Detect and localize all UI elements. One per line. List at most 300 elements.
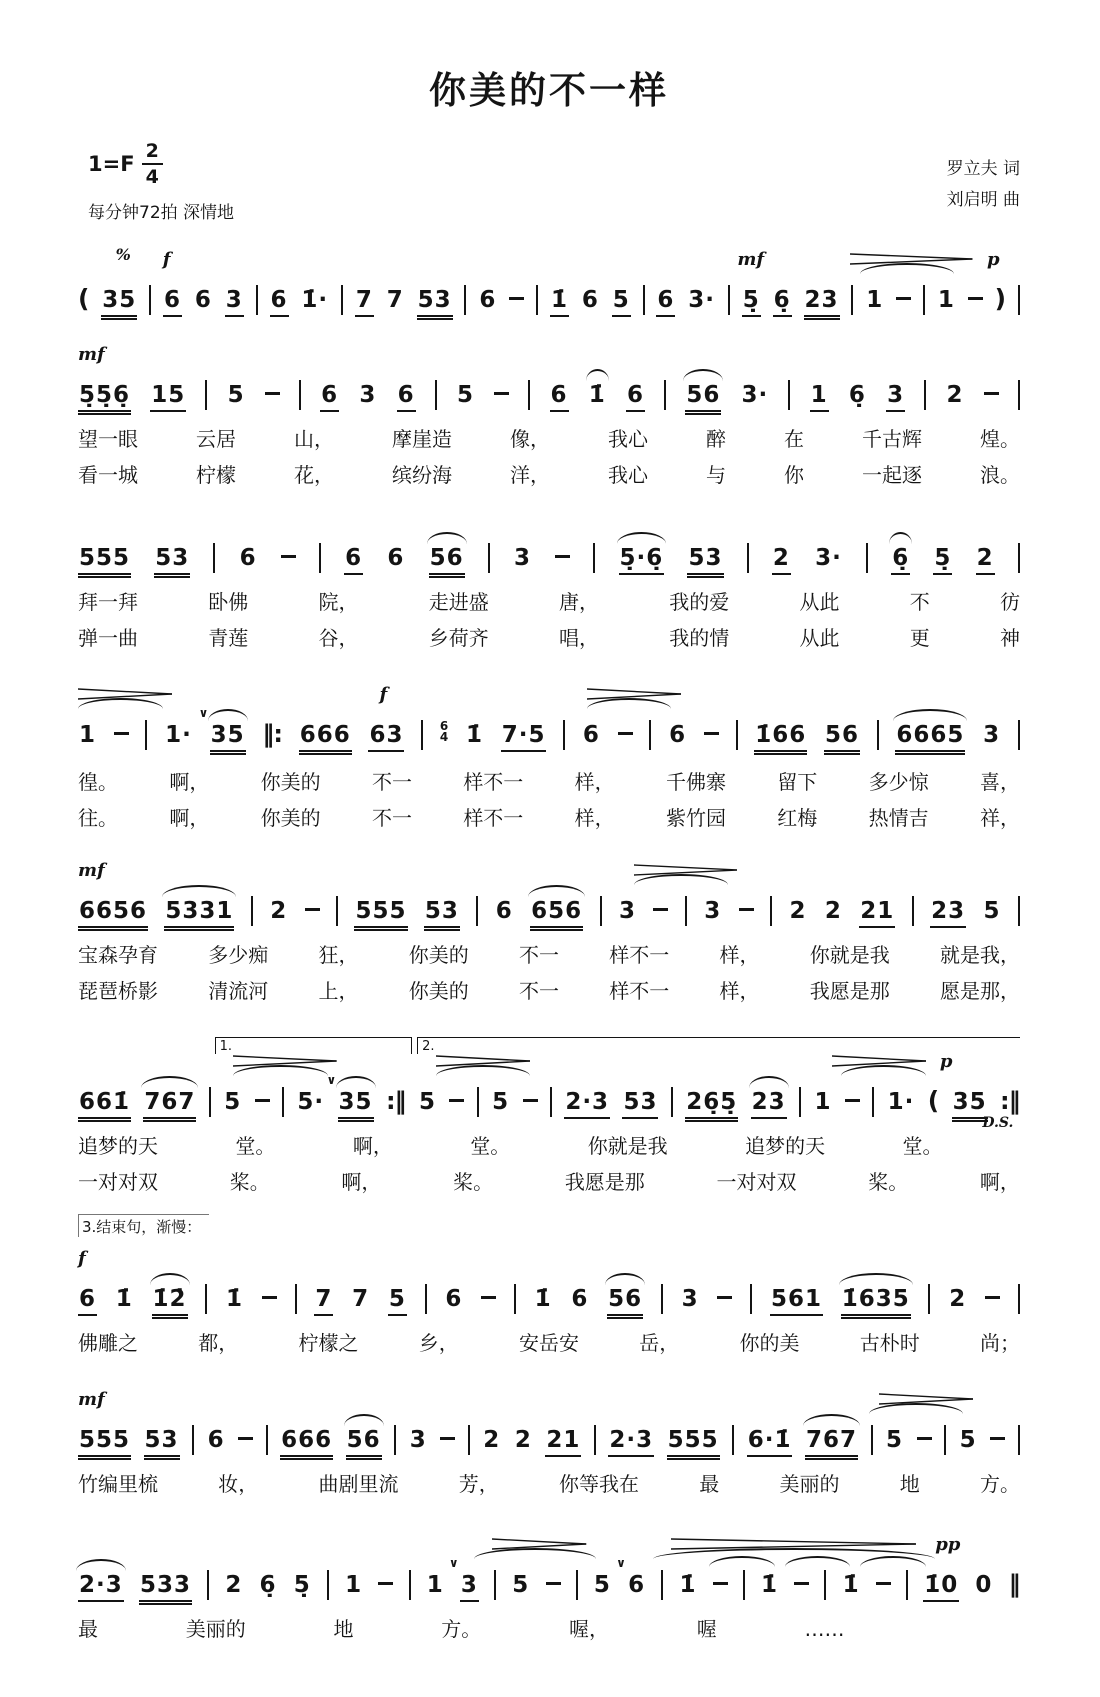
note-token: 2 (270, 898, 288, 924)
lyric-syllable: 拜一拜 (78, 590, 138, 614)
note-token: 6 (479, 287, 497, 313)
duration-dash (262, 1296, 277, 1299)
note-token: 6 (495, 898, 513, 924)
note-token: 56 (346, 1427, 382, 1457)
lyric-syllable: 我的情 (669, 626, 730, 650)
lyric-syllable: 桨。 (868, 1170, 909, 1194)
note-token: 5 (492, 1089, 510, 1115)
lyric-syllable: 狂， (318, 943, 359, 967)
note-token: 53 (417, 287, 453, 317)
music-system (78, 1371, 1020, 1497)
barline (906, 1570, 908, 1600)
lyric-syllable: 往。 (78, 806, 118, 830)
note-token: 2·3 (608, 1427, 654, 1457)
note-token: 6665 (895, 722, 965, 752)
barline (728, 285, 730, 315)
note-token: 2 (225, 1572, 243, 1598)
barline (494, 1570, 496, 1600)
lyric-syllable: 琵琶桥影 (78, 979, 158, 1003)
note-token: 7·5 (501, 722, 547, 752)
note-token: 3 (359, 382, 377, 408)
lyric-syllable: 样， (719, 979, 760, 1003)
barline (923, 285, 925, 315)
note-token: 3 (618, 898, 636, 924)
lyric-syllable: 你美的 (408, 943, 469, 967)
barline (213, 543, 215, 573)
note-token: 35 ∨ (338, 1089, 374, 1119)
note-token: 53 (154, 545, 190, 575)
note-token: 6656 (78, 898, 148, 928)
lyric-syllable: 柠檬 (196, 463, 236, 487)
barline (685, 896, 687, 926)
note-token: 6·1̇ (747, 1427, 793, 1457)
duration-dash (985, 1296, 1000, 1299)
note-token: 6 (320, 382, 339, 412)
notes-row (78, 888, 1020, 928)
lyric-syllable: 不一 (519, 943, 559, 967)
note-token: 56 (607, 1286, 643, 1316)
meter-denominator: 4 (145, 166, 159, 188)
lyric-syllable: 摩崖造 (392, 427, 452, 451)
note-token: 767 (143, 1089, 196, 1119)
duration-dash (449, 1099, 464, 1102)
lyric-syllable: 望一眼 (78, 427, 138, 451)
lyric-syllable: 像， (510, 427, 550, 451)
lyric-syllable: 宝森孕育 (78, 943, 158, 967)
barline (563, 720, 565, 750)
lyric-syllable: 堂。 (470, 1134, 511, 1158)
note-token: 1· (165, 722, 192, 748)
barline (944, 1425, 946, 1455)
note-token: 3· (741, 382, 769, 408)
music-system (78, 1019, 1020, 1195)
note-token: 2 (514, 1427, 532, 1453)
note-token: 2 (483, 1427, 501, 1453)
lyric-syllable: 古朴时 (859, 1331, 920, 1355)
duration-dash (984, 392, 999, 395)
barline (425, 1284, 427, 1314)
note-token: 1 (426, 1572, 444, 1598)
lyric-syllable: 院， (318, 590, 359, 614)
lyric-syllable: 堂。 (235, 1134, 276, 1158)
dynamic-p: p (939, 1051, 953, 1072)
barline (594, 1425, 596, 1455)
lyric-syllable: 啊， (169, 806, 210, 830)
breath-mark-icon: ∨ (448, 1556, 460, 1570)
barline (871, 1425, 873, 1455)
note-token: 6 (581, 287, 599, 313)
barline (747, 543, 749, 573)
score-meta (88, 140, 1020, 223)
note-token: 6 (445, 1286, 463, 1312)
duration-dash (896, 297, 911, 300)
lyric-syllable: 方。 (980, 1472, 1020, 1496)
barline (924, 380, 926, 410)
note-token: 6 (397, 382, 416, 412)
time-signature-change (440, 721, 448, 743)
duration-dash (481, 1296, 496, 1299)
duration-dash (255, 1099, 270, 1102)
note-token: 3· (688, 287, 716, 313)
duration-dash (238, 1437, 253, 1440)
lyric-syllable: 你就是我 (809, 943, 890, 967)
note-token: 5· (297, 1089, 325, 1115)
dynamic-f: f (162, 249, 171, 270)
note-token: 23 (804, 287, 840, 317)
lyric-syllable: 你美的 (408, 979, 469, 1003)
note-token: 1̇ (226, 1286, 244, 1312)
note-token: 6 (163, 287, 182, 317)
barline (1018, 1284, 1020, 1314)
note-token: 5̣·6̣ (619, 545, 665, 575)
barline (1018, 380, 1020, 410)
segno-icon: % (115, 245, 131, 264)
score-page (78, 60, 1020, 1642)
lyric-syllable: 多少痴 (208, 943, 269, 967)
note-token: 5 (983, 898, 1001, 924)
barline (593, 543, 595, 573)
lyric-syllable: 紫竹园 (665, 806, 726, 830)
notes-row (78, 706, 1020, 755)
note-token: 1̇ (534, 1286, 552, 1312)
note-token: 666 (299, 722, 352, 752)
lyrics-row (78, 1468, 1020, 1497)
note-token: 6 (387, 545, 405, 571)
lyric-syllable: 桨。 (229, 1170, 270, 1194)
lyric-syllable: 红梅 (777, 806, 818, 830)
note-token: 555 (667, 1427, 720, 1457)
note-token: 5 (456, 382, 474, 408)
lyric-syllable: 更 (909, 626, 930, 650)
music-system (78, 1512, 1020, 1642)
lyric-syllable: 我愿是那 (809, 979, 890, 1003)
barline (514, 1284, 516, 1314)
lyric-syllable: 卧佛 (208, 590, 249, 614)
note-token: 7 (355, 287, 374, 317)
lyric-syllable: 乡， (418, 1331, 459, 1355)
note-token: 53 (144, 1427, 180, 1457)
lyric-syllable: 喔 (696, 1617, 717, 1641)
lyric-syllable: 喔， (569, 1617, 609, 1641)
barline (1018, 1425, 1020, 1455)
lyrics-row (78, 622, 1020, 651)
lyrics-row (78, 586, 1020, 615)
notes-row (78, 372, 1020, 412)
lyric-syllable: 缤纷海 (392, 463, 452, 487)
score-body (78, 233, 1020, 1642)
barline (877, 720, 879, 750)
barline (341, 285, 343, 315)
note-token: 3 (513, 545, 531, 571)
barline (476, 896, 478, 926)
parenthesis: ( (927, 1086, 940, 1115)
note-token: 6 (270, 287, 289, 317)
note-token: 5̣5̣6̣ (78, 382, 131, 412)
lyric-syllable: 妆， (218, 1472, 259, 1496)
page-title: 你美的不一样 (429, 69, 669, 112)
note-token: 5 (593, 1572, 611, 1598)
lyric-syllable: 我心 (608, 463, 648, 487)
lyric-syllable: 啊， (169, 770, 210, 794)
lyric-syllable: 不一 (519, 979, 559, 1003)
volta-bracket (215, 1037, 413, 1054)
note-token: 5 (512, 1572, 530, 1598)
note-token: 5331 (164, 898, 234, 928)
lyrics-row (78, 939, 1020, 968)
lyric-syllable: 美丽的 (185, 1617, 246, 1641)
duration-dash (281, 555, 296, 558)
notes-row (78, 1417, 1020, 1457)
lyric-syllable: 煌。 (980, 427, 1020, 451)
barline (319, 543, 321, 573)
barline (192, 1425, 194, 1455)
barline (550, 1087, 552, 1117)
lyric-syllable: 我心 (608, 427, 648, 451)
barline (394, 1425, 396, 1455)
lyric-syllable: 看一城 (78, 463, 138, 487)
duration-dash (265, 392, 280, 395)
barline (536, 285, 538, 315)
lyric-syllable: 就是我， (940, 943, 1020, 967)
note-token: 7 (352, 1286, 370, 1312)
music-system (78, 233, 1020, 317)
lyric-syllable: 样不一 (463, 806, 524, 830)
lyrics-row (78, 423, 1020, 452)
lyric-syllable: 地 (899, 1472, 920, 1496)
volta-bracket (417, 1037, 1020, 1054)
lyric-syllable: 洋， (510, 463, 550, 487)
barline (209, 1087, 211, 1117)
barline (1018, 543, 1020, 573)
barline (576, 1570, 578, 1600)
note-token: 5 (959, 1427, 977, 1453)
note-token: 1 (810, 382, 829, 412)
note-token: 63 (368, 722, 404, 752)
duration-dash (618, 732, 633, 735)
note-token: 3 (409, 1427, 427, 1453)
lyric-syllable: 浪。 (980, 463, 1020, 487)
lyric-syllable: 方。 (441, 1617, 482, 1641)
lyric-syllable: 祥， (979, 806, 1020, 830)
tsig-denominator: 4 (439, 730, 449, 744)
barline (251, 896, 253, 926)
note-token: 666 (280, 1427, 333, 1457)
key-signature (88, 140, 234, 188)
music-system (78, 846, 1020, 1004)
lyric-syllable: 与 (706, 463, 726, 487)
lyric-syllable: 佛雕之 (78, 1331, 138, 1355)
notes-row (78, 277, 1020, 317)
lyric-syllable: 最 (78, 1617, 98, 1641)
lyric-syllable: 你美的 (260, 806, 321, 830)
barline (477, 1087, 479, 1117)
music-system (78, 1210, 1020, 1356)
breath-mark-icon: ∨ (616, 1556, 627, 1570)
barline (643, 285, 645, 315)
note-token: 23 (751, 1089, 787, 1119)
note-token: 2 (949, 1286, 967, 1312)
note-token: 3 (983, 722, 1001, 748)
lyrics-row (78, 802, 1020, 831)
lyric-syllable: 不 (909, 590, 930, 614)
note-token: 6 (194, 287, 212, 313)
barline (912, 896, 914, 926)
note-token: 1̇ (465, 722, 483, 748)
dynamic-pp: pp (935, 1534, 961, 1555)
music-system (78, 666, 1020, 831)
section-label: 3.结束句，渐慢： (78, 1214, 209, 1237)
duration-dash (717, 1296, 732, 1299)
barline (788, 380, 790, 410)
duration-dash (653, 908, 668, 911)
lyric-syllable: 喜， (979, 770, 1020, 794)
duration-dash (704, 732, 719, 735)
barline (1018, 720, 1020, 750)
barline (468, 1425, 470, 1455)
lyric-syllable: 追梦的天 (745, 1134, 826, 1158)
barline (266, 1425, 268, 1455)
note-token: 6 (571, 1286, 589, 1312)
note-token: 1 (814, 1089, 832, 1115)
meta-left (88, 140, 234, 223)
barline (1018, 896, 1020, 926)
barline (336, 896, 338, 926)
dynamic-mf: mf (78, 860, 105, 881)
note-token: 7 (386, 287, 404, 313)
note-token: 1 (345, 1572, 363, 1598)
note-token: 3 ∨ (460, 1572, 479, 1602)
lyric-syllable: 都， (198, 1331, 239, 1355)
lyric-syllable: 安岳安 (519, 1331, 579, 1355)
duration-dash (845, 1099, 860, 1102)
note-token: 2 (976, 545, 995, 575)
note-token: 56 (685, 382, 721, 412)
duration-dash (713, 1582, 728, 1585)
barline (851, 285, 853, 315)
lyric-syllable: 在 (784, 427, 804, 451)
note-token: 656 (530, 898, 583, 928)
notes-row (78, 535, 1020, 575)
barline (671, 1087, 673, 1117)
note-token: 1̇ (550, 287, 569, 317)
lyric-syllable: 谷， (318, 626, 359, 650)
meter-numerator: 2 (142, 140, 163, 165)
note-token: 1̇ (588, 382, 606, 408)
note-token: 53 (424, 898, 460, 928)
note-token: 561 (770, 1286, 823, 1316)
note-token: 35 ∨ (210, 722, 246, 752)
lyric-syllable: 我的爱 (669, 590, 730, 614)
barline (205, 1284, 207, 1314)
duration-dash (968, 297, 983, 300)
composer-credit: 刘启明 曲 (946, 189, 1020, 210)
note-token: 5 (388, 1286, 407, 1316)
note-token: 5 (612, 287, 631, 317)
parenthesis: ( (78, 284, 90, 313)
lyric-syllable: 芳， (458, 1472, 499, 1496)
volta-label: 2. (422, 1039, 435, 1054)
note-token: 3 (225, 287, 244, 317)
note-token: 3 (681, 1286, 699, 1312)
note-token: 56 (824, 722, 860, 752)
music-system (78, 503, 1020, 651)
note-token: 5 (227, 382, 245, 408)
lyric-syllable: 样， (719, 943, 760, 967)
note-token: 6 (582, 722, 600, 748)
barline (664, 380, 666, 410)
note-token: 555 (78, 1427, 131, 1457)
note-token: 1̇ (679, 1572, 697, 1598)
note-token: 1 (79, 722, 97, 748)
lyric-syllable: 岳， (639, 1331, 680, 1355)
lyric-syllable: 千佛寨 (665, 770, 726, 794)
lyrics-row (78, 975, 1020, 1004)
duration-dash (440, 1437, 455, 1440)
lyric-syllable: 你等我在 (559, 1472, 639, 1496)
duration-dash (523, 1099, 538, 1102)
note-token: 6 (626, 382, 645, 412)
lyric-syllable: 尚； (980, 1331, 1020, 1355)
time-signature (142, 140, 163, 188)
lyric-syllable: 你就是我 (587, 1134, 668, 1158)
lyric-syllable: 弹一曲 (78, 626, 138, 650)
lyric-syllable: 山， (294, 427, 334, 451)
barline (750, 1284, 752, 1314)
note-token: 1̇ (761, 1572, 779, 1598)
note-token: 23 (930, 898, 966, 928)
barline (207, 1570, 209, 1600)
dynamic-f: f (78, 1248, 86, 1269)
note-token: 6 (344, 545, 363, 575)
lyric-syllable: 不一 (371, 806, 412, 830)
lyric-syllable: 样， (574, 806, 615, 830)
lyric-syllable: 啊， (979, 1170, 1020, 1194)
lyric-syllable: 上， (318, 979, 359, 1003)
barline (409, 1570, 411, 1600)
duration-dash (378, 1582, 393, 1585)
breath-mark-icon: ∨ (326, 1073, 338, 1087)
repeat-barline: ‖ (1008, 1570, 1020, 1598)
note-token: 3· (815, 545, 842, 571)
barline (600, 896, 602, 926)
note-token: 5̣ (293, 1572, 311, 1598)
barline (149, 285, 151, 315)
duration-dash (494, 392, 509, 395)
note-token: 21 (545, 1427, 581, 1457)
lyric-syllable: 啊， (341, 1170, 382, 1194)
dynamic-mf: mf (78, 344, 105, 365)
dynamic-mf: mf (737, 249, 765, 270)
repeat-barline: :‖ (385, 1087, 406, 1115)
note-token: 2·3 (78, 1572, 124, 1602)
duration-dash (876, 1582, 891, 1585)
duration-dash (305, 908, 320, 911)
note-token: 6̣ (891, 545, 910, 575)
note-token: 6 (550, 382, 569, 412)
note-token: 6̣ (259, 1572, 277, 1598)
tempo-marking: 每分钟72拍 深情地 (88, 203, 235, 223)
note-token: 56 (429, 545, 465, 575)
duration-dash (917, 1437, 932, 1440)
note-token: 1̇2̇ (152, 1286, 188, 1316)
note-token: 6 (207, 1427, 225, 1453)
note-token: 2 (946, 382, 964, 408)
lyric-syllable: 不一 (371, 770, 412, 794)
lyric-syllable: 醉 (706, 427, 726, 451)
lyric-syllable: …… (804, 1617, 845, 1641)
barline (282, 1087, 284, 1117)
barline (770, 896, 772, 926)
